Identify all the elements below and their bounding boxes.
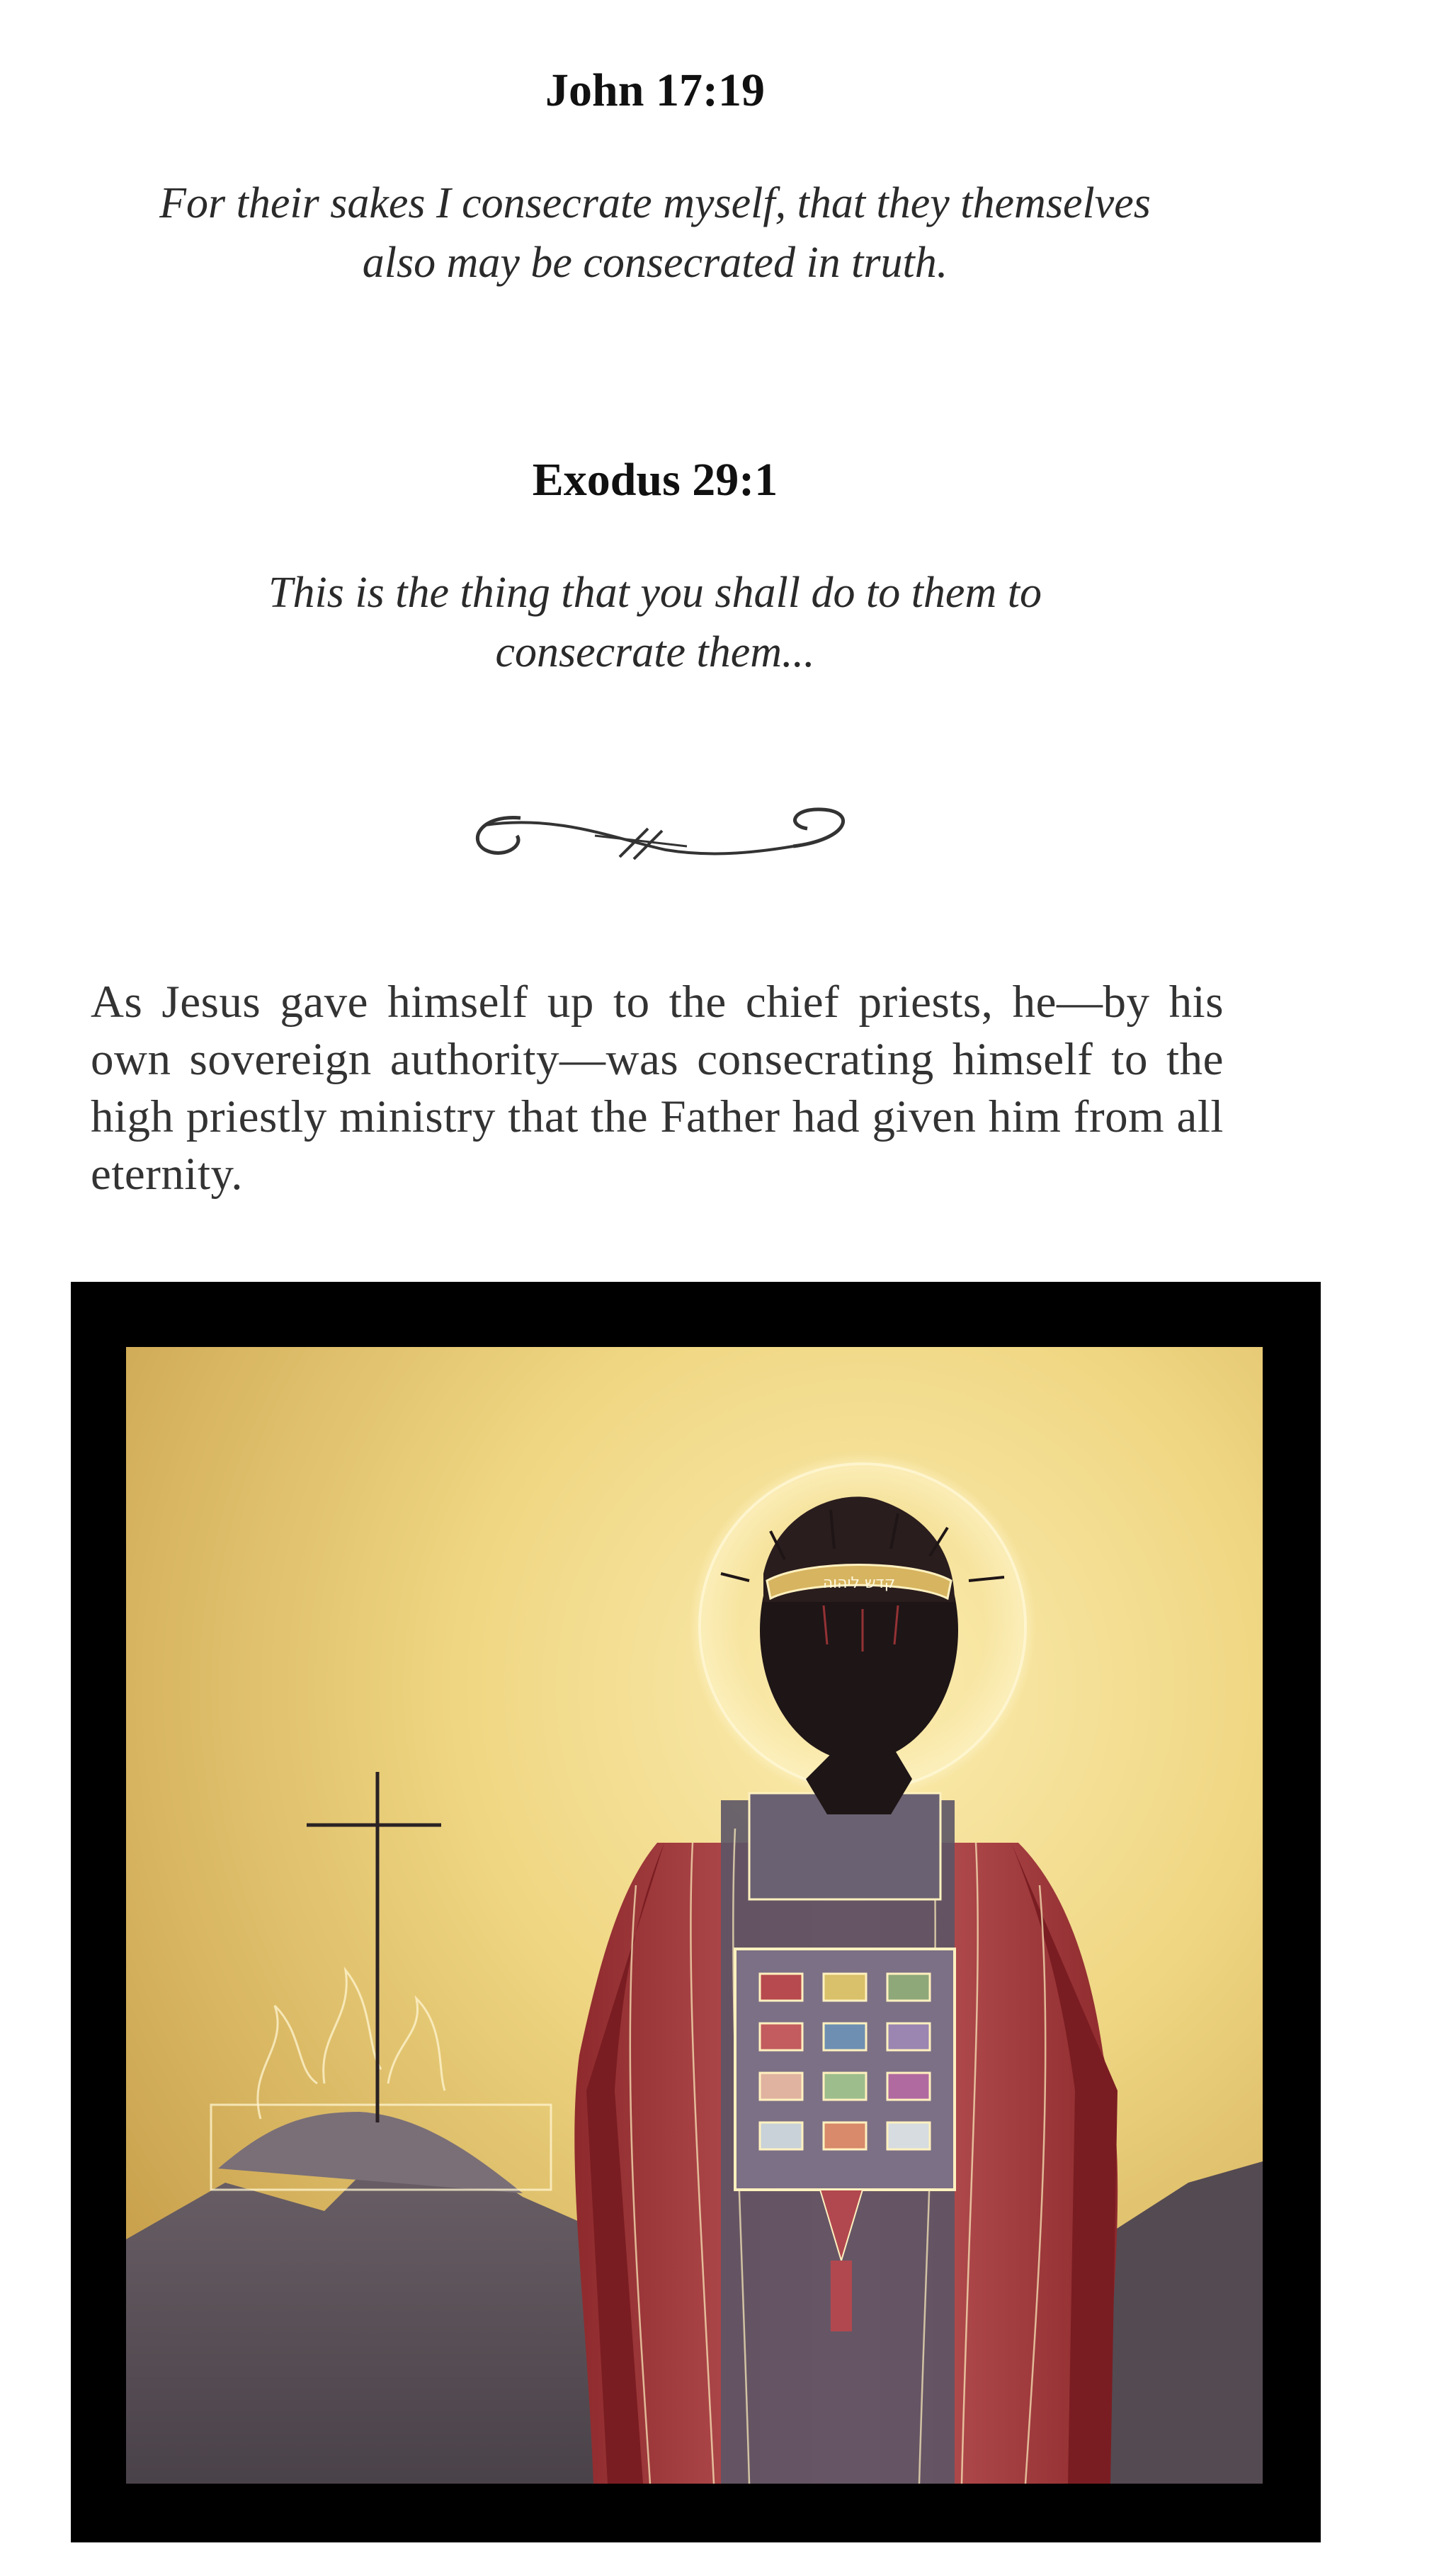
headband-inscription: קדש ליהוה <box>822 1574 896 1592</box>
verse-line: also may be consecrated in truth. <box>362 239 948 287</box>
verse-line: This is the thing that you shall do to them to <box>268 569 1042 617</box>
passage-verse-exodus <box>0 563 1310 682</box>
illustration <box>126 1347 1263 2484</box>
passage-reference-exodus: Exodus 29:1 <box>532 454 778 506</box>
verse-line: consecrate them... <box>495 628 815 676</box>
passage-reference-john: John 17:19 <box>545 64 765 116</box>
body-paragraph: As Jesus gave himself up to the chief priests, he—by his own sovereign authority—was consecrating himself to the high priestly ministry that the Father had given him from all eternity. <box>91 977 1224 1200</box>
high-priest-illustration-icon <box>126 1347 1263 2484</box>
verse-line: For their sakes I consecrate myself, that they themselves <box>159 179 1151 227</box>
passage-verse-john <box>0 174 1310 292</box>
flourish-divider-icon <box>453 797 857 875</box>
illustration-frame <box>71 1282 1321 2542</box>
